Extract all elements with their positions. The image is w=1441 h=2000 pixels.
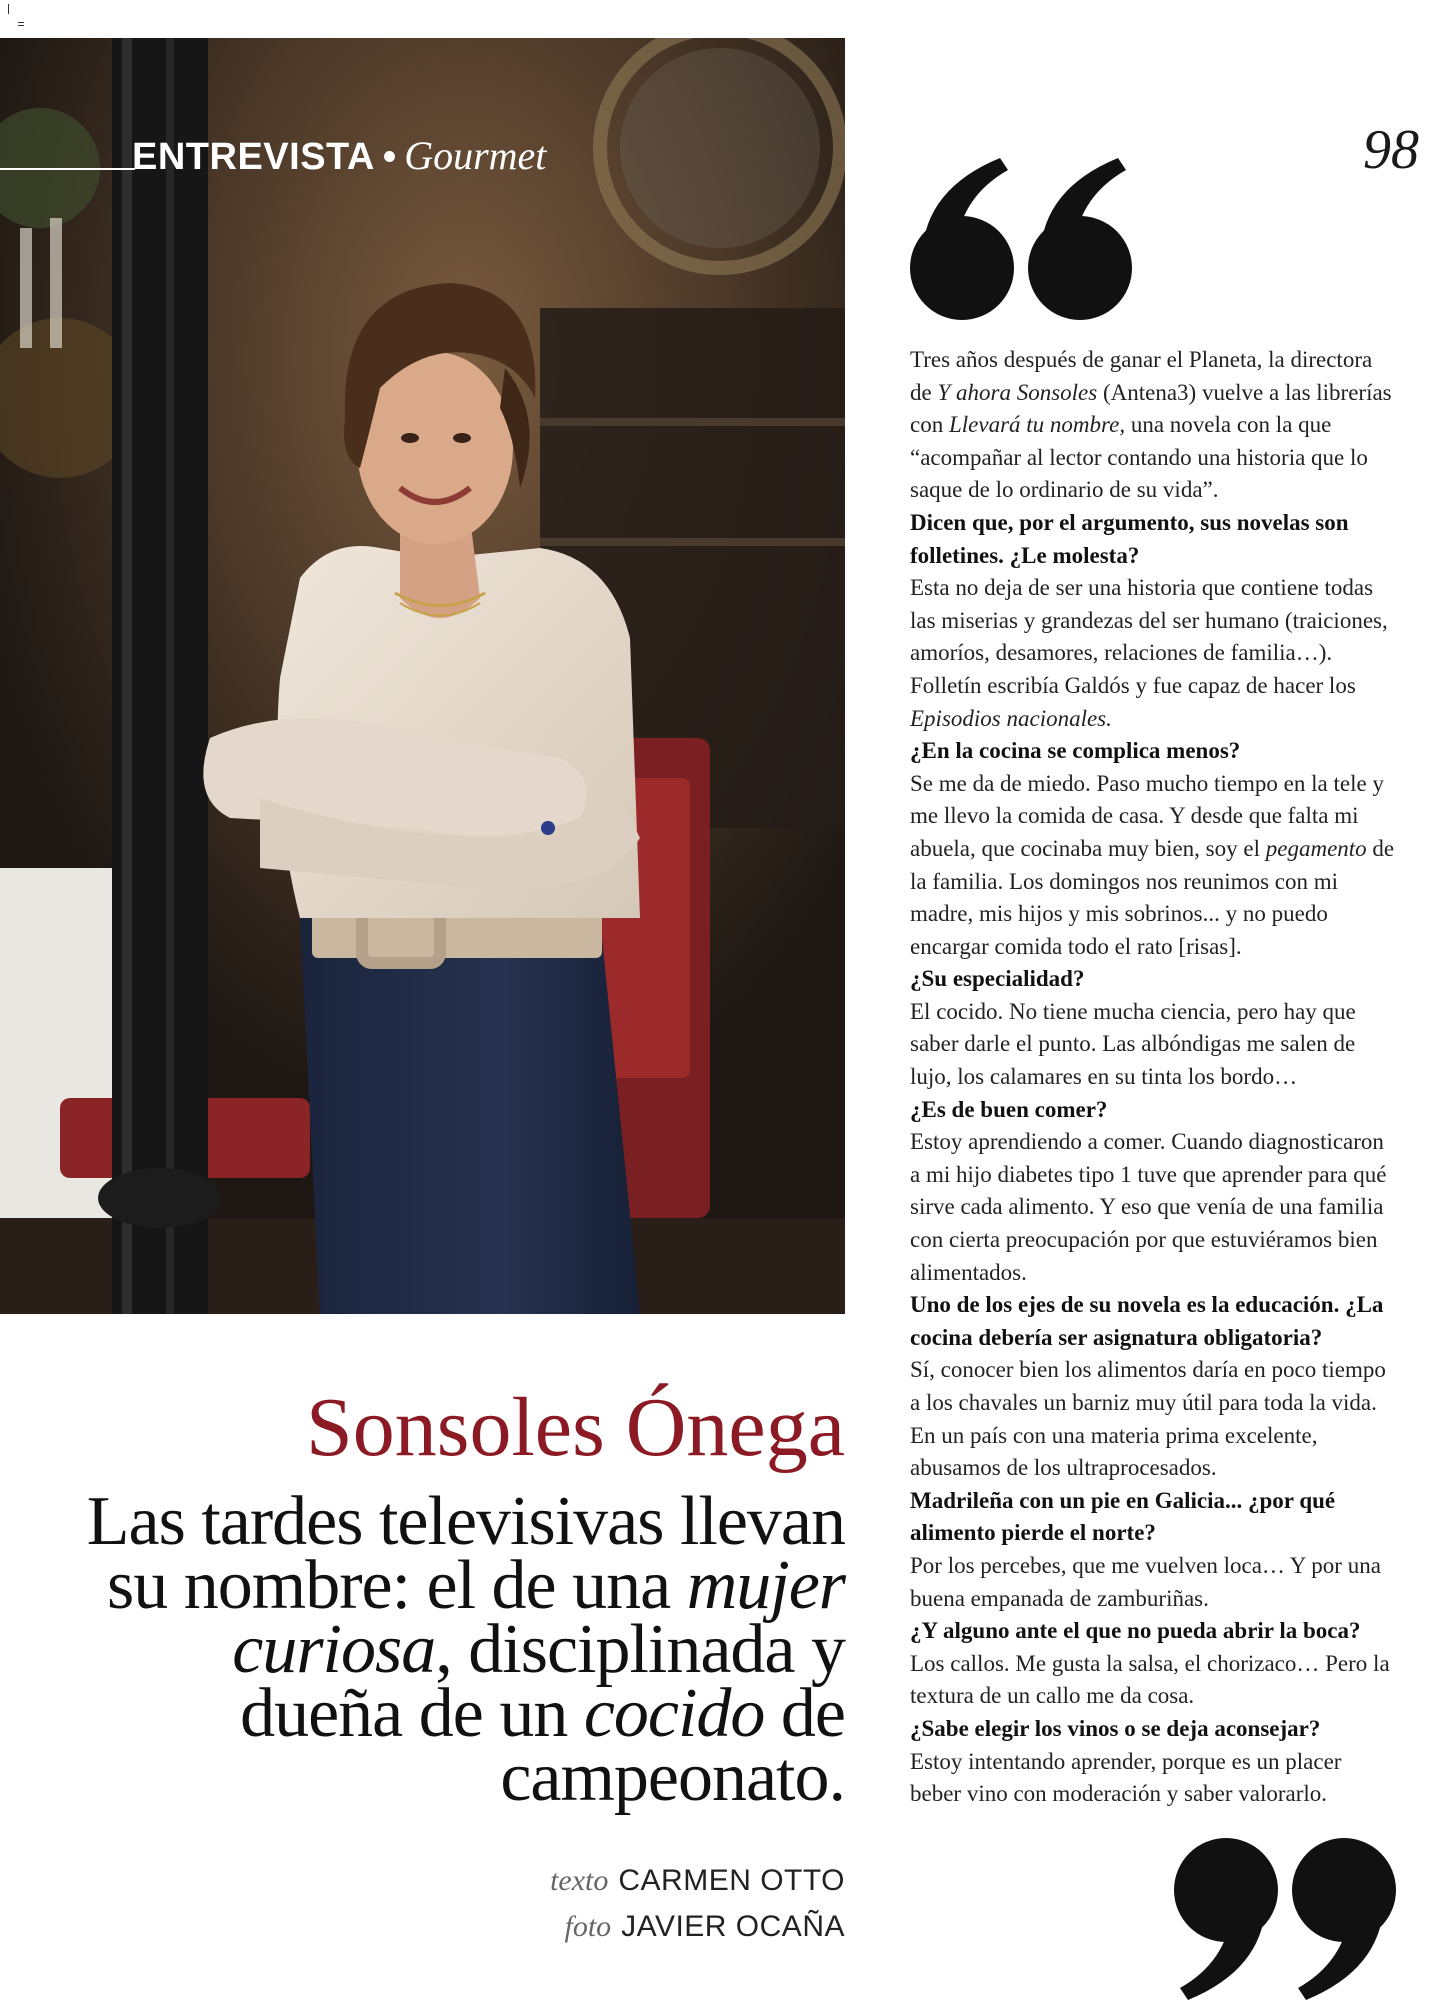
answer-7: Los callos. Me gusta la salsa, el chorizaco… Pero la textura de un callo me da cosa. — [910, 1650, 1390, 1709]
section-subtitle: Gourmet — [404, 133, 547, 178]
intro-paragraph: Tres años después de ganar el Planeta, la directora de Y ahora Sonsoles (Antena3) vuelve a las librerías con Llevará tu nombre, una novela con la que “acompañar al lector contando una historia que lo saque de lo ordinario de su vida”. — [910, 347, 1392, 503]
answer-6: Por los percebes, que me vuelven loca… Y por una buena empanada de zamburiñas. — [910, 1552, 1381, 1611]
left-double-quote-icon — [908, 150, 1140, 322]
section-label — [132, 132, 546, 181]
crop-mark — [6, 4, 20, 24]
question-1: Dicen que, por el argumento, sus novelas son folletines. ¿Le molesta? — [910, 509, 1349, 568]
question-2: ¿En la cocina se complica menos? — [910, 738, 1241, 764]
page-number: 98 — [1363, 119, 1419, 181]
section-separator: • — [382, 136, 397, 178]
headline: Las tardes televisivas llevan su nombre: el de una mujer curiosa, disciplinada y dueña de un cocido de campeonato. — [86, 1483, 845, 1816]
portrait-illustration — [0, 38, 845, 1314]
answer-2: Se me da de miedo. Paso mucho tiempo en la tele y me llevo la comida de casa. Y desde que falta mi abuela, que cocinaba muy bien, soy el pegamento de la familia. Los domingos nos reunimos con mi madre, mis hijos y mis sobrinos... y no puedo encargar comida todo el rato [risas]. — [910, 770, 1395, 959]
interview-column — [910, 344, 1396, 1811]
question-5: Uno de los ejes de su novela es la educación. ¿La cocina debería ser asignatura obligatoria? — [910, 1292, 1384, 1350]
section-title: ENTREVISTA — [132, 136, 375, 178]
question-6: Madrileña con un pie en Galicia... ¿por qué alimento pierde el norte? — [910, 1487, 1336, 1546]
interviewee-name: Sonsoles Ónega — [306, 1381, 845, 1474]
question-8: ¿Sabe elegir los vinos o se deja aconsejar? — [910, 1715, 1321, 1741]
question-7: ¿Y alguno ante el que no pueda abrir la boca? — [910, 1618, 1361, 1644]
answer-5: Sí, conocer bien los alimentos daría en poco tiempo a los chavales un barniz muy útil para toda la vida. En un país con una materia prima excelente, abusamos de los ultraprocesados. — [910, 1357, 1386, 1481]
answer-3: El cocido. No tiene mucha ciencia, pero hay que saber darle el punto. Las albóndigas me salen de lujo, los calamares en su tinta los bordo… — [910, 998, 1356, 1090]
right-double-quote-icon — [1168, 1838, 1400, 2000]
section-rule — [0, 168, 135, 170]
question-3: ¿Su especialidad? — [910, 966, 1085, 992]
credit-photo: foto JAVIER OCAÑA — [564, 1910, 845, 1943]
answer-4: Estoy aprendiendo a comer. Cuando diagnosticaron a mi hijo diabetes tipo 1 tuve que aprender para qué sirve cada alimento. Y eso que venía de una familia con cierta preocupación por que estuviéramos bien alimentados. — [910, 1129, 1387, 1285]
answer-8: Estoy intentando aprender, porque es un placer beber vino con moderación y saber valorarlo. — [910, 1748, 1342, 1807]
answer-1: Esta no deja de ser una historia que contiene todas las miserias y grandezas del ser humano (traiciones, amoríos, desamores, relaciones de familia…). Folletín escribía Galdós y fue capaz de hacer los Episodios nacionales. — [910, 575, 1388, 731]
credits — [550, 1858, 845, 1950]
question-4: ¿Es de buen comer? — [910, 1096, 1108, 1122]
credit-text: texto CARMEN OTTO — [550, 1864, 845, 1897]
cover-photo — [0, 38, 845, 1314]
